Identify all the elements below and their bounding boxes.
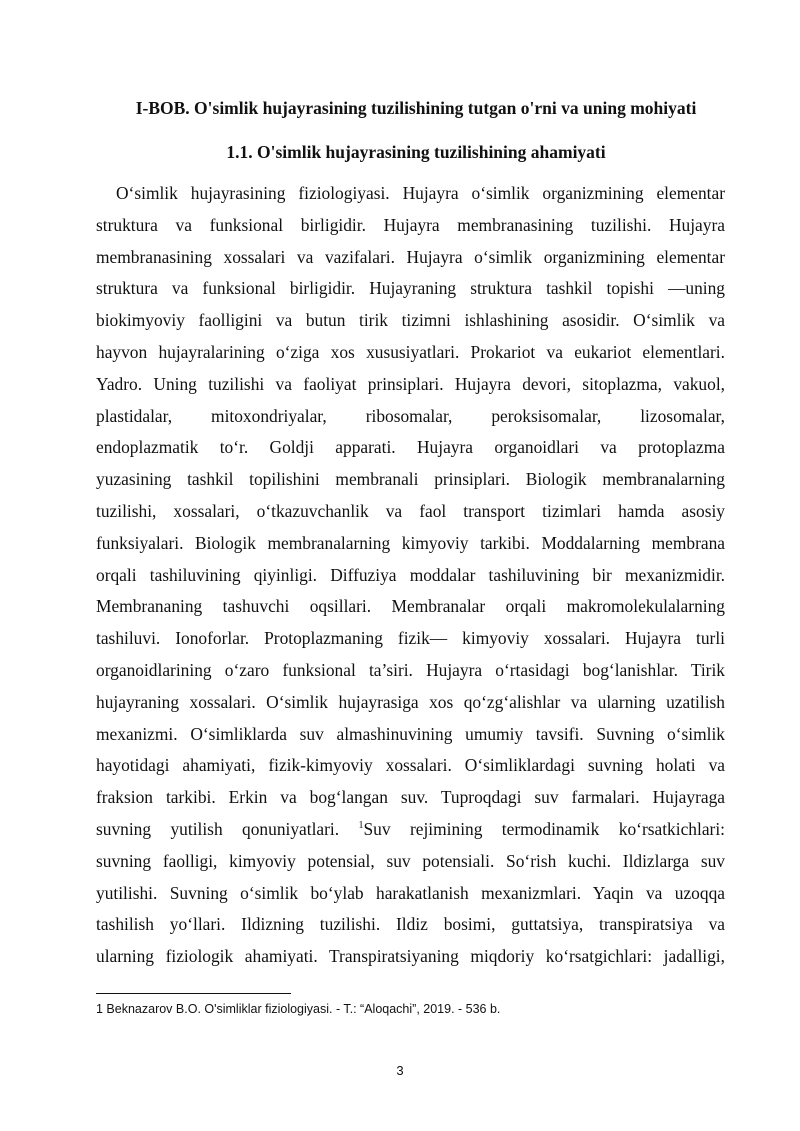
body-line: orqali tashiluvining qiyinligi. Diffuziya moddalar tashiluvining bir mexanizmidir. — [96, 564, 725, 585]
body-line: biokimyoviy faolligini va butun tirik tizimni ishlashining asosidir. O‘simlik va — [96, 310, 725, 331]
body-line: struktura va funksional birligidir. Hujayraning struktura tashkil topishi —uning — [96, 278, 725, 299]
body-line: suvning faolligi, kimyoviy potensial, suv potensiali. So‘rish kuchi. Ildizlarga suv — [96, 850, 725, 871]
section-title: 1.1. O'simlik hujayrasining tuzilishining ahamiyati — [226, 142, 606, 162]
body-line: Yadro. Uning tuzilishi va faoliyat prinsiplari. Hujayra devori, sitoplazma, vakuol, — [96, 373, 725, 394]
footnote-reference[interactable]: 1 — [358, 819, 364, 831]
footnote: 1 Beknazarov B.O. O'simliklar fiziologiyasi. - T.: “Aloqachi”, 2019. - 536 b. — [96, 1002, 501, 1016]
body-paragraph — [96, 178, 725, 973]
body-line: organoidlarining o‘zaro funksional ta’siri. Hujayra o‘rtasidagi bog‘lanishlar. Tirik — [96, 659, 725, 680]
body-line: tashilish yo‘llari. Ildizning tuzilishi. Ildiz bosimi, guttatsiya, transpiratsiya va — [96, 914, 725, 935]
body-line: fraksion tarkibi. Erkin va bog‘langan suv. Tuproqdagi suv farmalari. Hujayraga — [96, 787, 725, 808]
body-line: endoplazmatik to‘r. Goldji apparati. Hujayra organoidlari va protoplazma — [96, 437, 725, 458]
body-line: membranasining xossalari va vazifalari. Hujayra o‘simlik organizmining elementar — [96, 246, 725, 267]
body-line: funksiyalari. Biologik membranalarning kimyoviy tarkibi. Moddalarning membrana — [96, 532, 725, 553]
footnote-separator — [96, 993, 291, 994]
body-line-with-footnote-ref — [96, 814, 725, 846]
chapter-title: I-BOB. O'simlik hujayrasining tuzilishining tutgan o'rni va uning mohiyati — [135, 98, 697, 118]
body-line-segment: Suv rejimining termodinamik ko‘rsatkichlari: — [363, 818, 726, 839]
body-line: struktura va funksional birligidir. Hujayra membranasining tuzilishi. Hujayra — [96, 214, 725, 235]
body-line: yuzasining tashkil topilishini membranali prinsiplari. Biologik membranalarning — [96, 469, 725, 490]
body-line: tashiluvi. Ionoforlar. Protoplazmaning fizik— kimyoviy xossalari. Hujayra turli — [96, 628, 725, 649]
body-line: O‘simlik hujayrasining fiziologiyasi. Hujayra o‘simlik organizmining elementar — [116, 183, 725, 203]
body-line: Membrananing tashuvchi oqsillari. Membranalar orqali makromolekulalarning — [96, 596, 725, 617]
body-line: tuzilishi, xossalari, o‘tkazuvchanlik va faol transport tizimlari hamda asosiy — [96, 500, 725, 521]
body-line: yutilishi. Suvning o‘simlik bo‘ylab harakatlanish mexanizmlari. Yaqin va uzoqqa — [96, 882, 725, 903]
body-line-segment: suvning yutilish qonuniyatlari. — [96, 818, 359, 839]
body-line: plastidalar, mitoxondriyalar, ribosomalar, peroksisomalar, lizosomalar, — [96, 405, 725, 426]
body-line: hayvon hujayralarining o‘ziga xos xususiyatlari. Prokariot va eukariot elementlari. — [96, 341, 725, 362]
page-number: 3 — [396, 1063, 404, 1078]
body-line: ularning fiziologik ahamiyati. Transpiratsiyaning miqdoriy ko‘rsatgichlari: jadalligi, — [96, 946, 725, 967]
body-line: mexanizmi. O‘simliklarda suv almashinuvining umumiy tavsifi. Suvning o‘simlik — [96, 723, 725, 744]
body-line: hayotidagi ahamiyati, fizik-kimyoviy xossalari. O‘simliklardagi suvning holati va — [96, 755, 725, 776]
body-line: hujayraning xossalari. O‘simlik hujayrasiga xos qo‘zg‘alishlar va ularning uzatilish — [96, 691, 725, 712]
